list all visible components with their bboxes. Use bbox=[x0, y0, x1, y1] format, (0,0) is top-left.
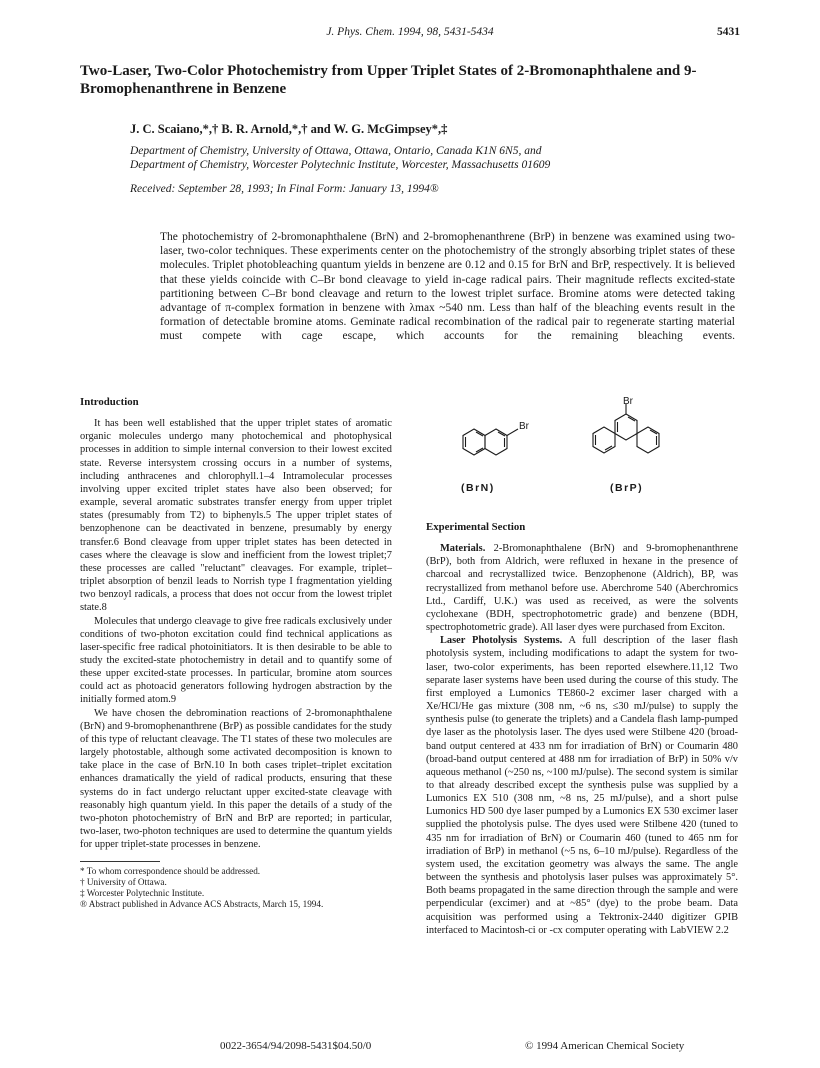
article-code: 0022-3654/94/2098-5431$04.50/0 bbox=[220, 1040, 372, 1052]
received-dates: Received: September 28, 1993; In Final Form: January 13, 1994® bbox=[130, 183, 439, 195]
experimental-heading: Experimental Section bbox=[426, 521, 526, 533]
intro-paragraph-1: It has been well established that the upper triplet states of aromatic organic molecules undergo many photochemical and photophysical processes in addition to simple internal conversion to their lowest excited state. Reverse intersystem crossing occurs in a number of systems, including anthracenes and chlorophyll.1–4 Intramolecular processes involving upper excited triplet states have also been observed; for example, several aromatic substrates transfer energy from upper triplet states (presumably from T2) to biphenyls.5 The upper triplet states of benzophenone can be deactivated in benzene, presumably by energy transfer.6 Bond cleavage from upper triplet states has been detected in cases where the cleavage is slow and inefficient from the lowest triplet;7 these processes are called "reluctant" cleavages. For example, triplet–triplet absorption of benzil leads to Norrish type I fragmentation yielding two benzoyl radicals, a process that does not occur from the lowest triplet state.8 bbox=[80, 418, 392, 614]
brp-bromine-label: Br bbox=[623, 396, 633, 407]
affiliation-ottawa: Department of Chemistry, University of Ottawa, Ottawa, Ontario, Canada K1N 6N5, and bbox=[130, 145, 542, 157]
footnote-divider bbox=[80, 861, 160, 862]
intro-paragraph-3: We have chosen the debromination reactions of 2-bromonaphthalene (BrN) and 9-bromophenanthrene (BrP) as possible candidates for the study of this type of reluctant cleavage. The T1 states of these two molecules are largely photostable, although some activated decomposition is known to take place in the case of BrN.10 In both cases triplet–triplet excitation enhances dramatically the yield of radical products, ensuring that these systems do in fact undergo reluctant upper excited-state cleavage with reasonably high quantum yield. In this paper the details of a study of the two-photon photochemistry of BrN and BrP are reported; in particular, two-laser, two-photon techniques are used to determine the quantum yields for upper triplet-state processes in benzene. bbox=[80, 707, 392, 851]
journal-citation: J. Phys. Chem. 1994, 98, 5431-5434 bbox=[326, 26, 494, 38]
footnotes bbox=[80, 866, 392, 910]
footnote-correspondence: * To whom correspondence should be addressed. bbox=[80, 866, 261, 877]
copyright-notice: © 1994 American Chemical Society bbox=[525, 1040, 685, 1052]
materials-runin: Materials. bbox=[440, 543, 486, 555]
intro-paragraph-2: Molecules that undergo cleavage to give free radicals exclusively under conditions of two-photon excitation could find technical applications as laser-specific free radical photoinitiators. It is then desirable to be able to study the excited-state photochemistry in detail and to quantify some of these upper excited-state processes. In particular, bromine atom sources could act as photoacid generators following hydrogen abstraction by the initially formed atom.9 bbox=[80, 615, 392, 706]
brn-bromine-label: Br bbox=[519, 421, 529, 432]
footnote-worcester: ‡ Worcester Polytechnic Institute. bbox=[80, 888, 205, 899]
brp-label: (BrP) bbox=[610, 482, 644, 494]
affiliation-worcester: Department of Chemistry, Worcester Polytechnic Institute, Worcester, Massachusetts 01609 bbox=[130, 159, 551, 171]
bromophenanthrene-structure bbox=[593, 404, 659, 453]
running-header bbox=[80, 26, 740, 40]
bromonaphthalene-structure bbox=[463, 429, 518, 455]
materials-paragraph bbox=[426, 542, 738, 634]
laser-text: A full description of the laser flash photolysis system, including modifications to adapt the system for two-laser, two-color experiments, has been reported elsewhere.11,12 Two separate laser systems have been used during the course of this study. The first employed a Lumonics TE860-2 excimer laser charged with a Xe/HCl/He gas mixture (308 nm, ~6 ns, ≤30 mJ/pulse) to supply the synthesis pulse (to generate the triplets) and a Candela flash lamp-pumped dye laser as the photolysis laser. The dyes used were Stilbene 420 (broad-band output centered at 433 nm for irradiation of BrN) or Coumarin 480 (broad-band output centered at 488 nm for irradiation of BrP) in 50% v/v aqueous methanol (~250 ns, ~100 mJ/pulse). The second system is similar to that already described except the synthesis pulse was supplied by a Lumonics EX 510 (308 nm, ~8 ns, 25 mJ/pulse), and a short pulse Lumonics HD 500 dye laser pumped by a Lumonics EX 530 excimer laser supplied the photolysis pulse. The dyes used were Stilbene 420 (tuned to 435 nm for irradiation of BrN) or Coumarin 460 (tuned to 465 nm for irradiation of BrP) in methanol (~5 ns, 6–10 mJ/pulse). Regardless of the system used, the excitation geometry was always the same. The angle between the synthesis and photolysis laser pulses was approximately 5°. Both beams propagated in the same direction through the sample and were perpendicular (excimer) and at ~85° (dye) to the probe beam. Data acquisition was performed using a Tektronix-2440 digitizer GPIB interfaced to Macintosh-ci or -cx computer operating with LabVIEW 2.2 bbox=[426, 635, 738, 936]
materials-text: 2-Bromonaphthalene (BrN) and 9-bromophenanthrene (BrP), both from Aldrich, were refluxed in hexane in the presence of charcoal and recrystallized twice. Benzophenone (Aldrich), BP, was recrystallized from methanol before use. Aberchrome 540 (Aberchromics Ltd., Cardiff, U.K.) was used as received, as were the solvents cyclohexane (BDH, spectrophotometric grade) and benzene (BDH, spectrophotometric grade). All laser dyes were purchased from Exciton. bbox=[426, 543, 738, 634]
footnote-abstract-published: ® Abstract published in Advance ACS Abstracts, March 15, 1994. bbox=[80, 899, 324, 910]
affiliations bbox=[130, 144, 740, 172]
laser-paragraph bbox=[426, 634, 738, 937]
right-column bbox=[426, 396, 738, 937]
brn-label: (BrN) bbox=[461, 482, 495, 494]
laser-runin: Laser Photolysis Systems. bbox=[440, 635, 563, 647]
page-number: 5431 bbox=[717, 26, 740, 38]
left-column bbox=[80, 396, 392, 910]
introduction-heading: Introduction bbox=[80, 396, 139, 408]
page-footer bbox=[80, 1040, 740, 1054]
structure-drawings bbox=[426, 396, 738, 486]
abstract: The photochemistry of 2-bromonaphthalene (BrN) and 2-bromophenanthrene (BrP) in benzene was examined using two-laser, two-color techniques. These experiments center on the photochemistry of the strongly absorbing triplet states of these molecules. Triplet photobleaching quantum yields in benzene are 0.12 and 0.15 for BrN and BrP, respectively. It is believed that these yields coincide with C–Br bond cleavage to yield in-cage radical pairs. Their magnitude reflects excited-state partitioning between C–Br bond cleavage and return to the lowest triplet surface. Bromine atoms were detected taking advantage of π-complex formation in benzene with λmax ~540 nm. Less than half of the bleaching events result in the formation of detectable bromine atoms. Geminate radical recombination of the radical pair to regenerate starting material must compete with cage escape, which accounts for the remaining bleaching events. bbox=[160, 231, 735, 343]
article-title: Two-Laser, Two-Color Photochemistry from Upper Triplet States of 2-Bromonaphthalene and 9-Bromophenanthrene in Benzene bbox=[80, 63, 697, 97]
footnote-ottawa: † University of Ottawa. bbox=[80, 877, 167, 888]
chemical-structures bbox=[426, 396, 738, 521]
author-list: J. C. Scaiano,*,† B. R. Arnold,*,† and W. G. McGimpsey*,‡ bbox=[130, 122, 448, 136]
